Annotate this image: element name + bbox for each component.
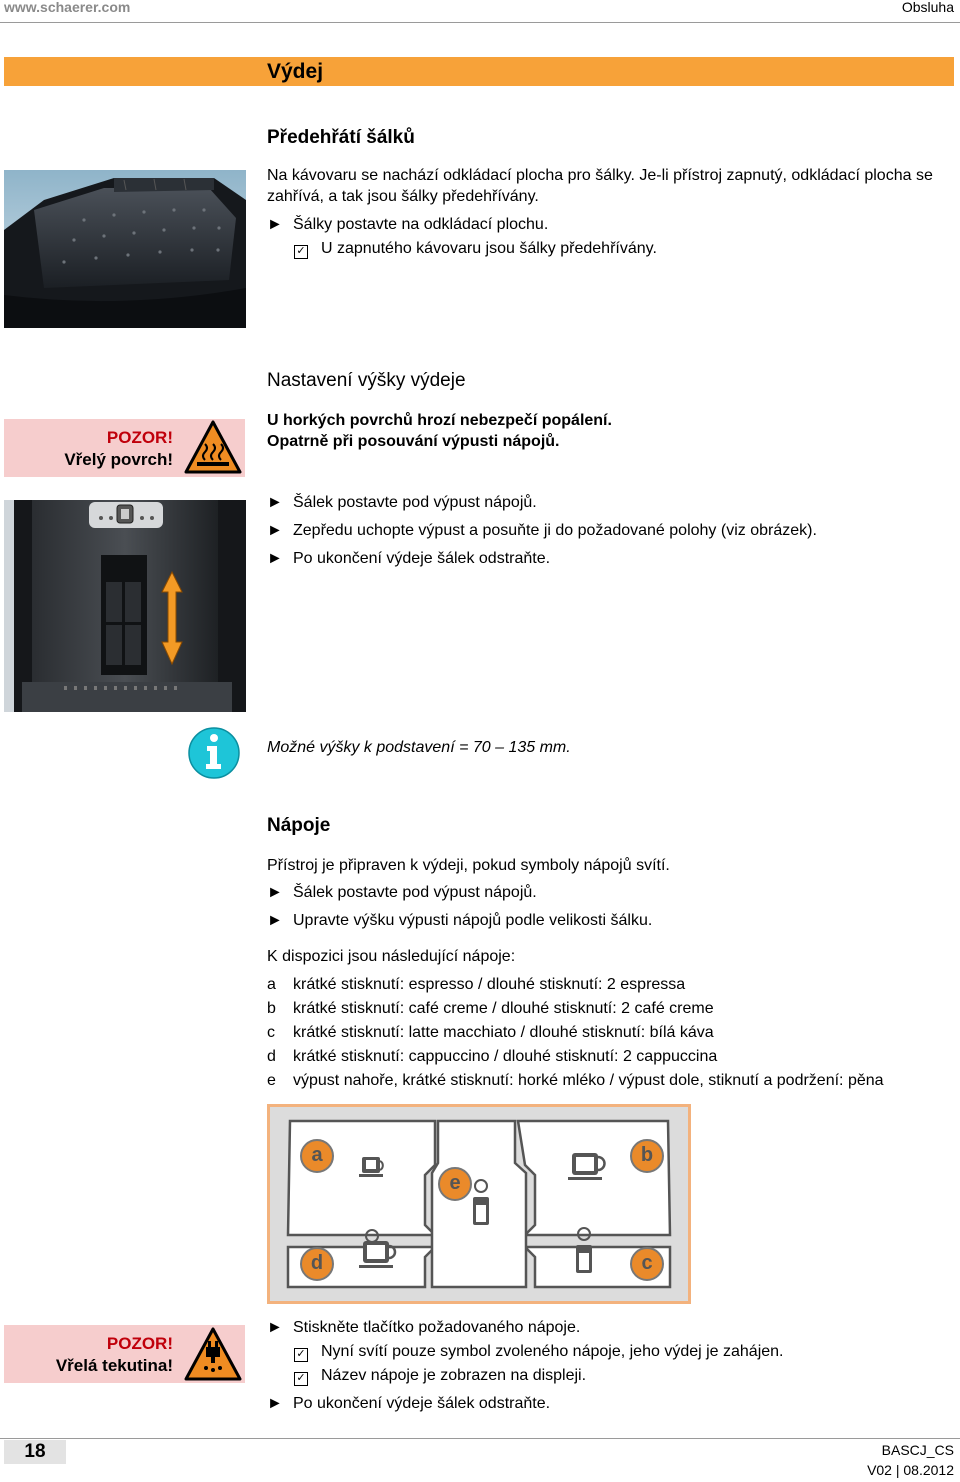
final-step-2-text: Po ukončení výdeje šálek odstraňte. [293, 1395, 551, 1412]
info-text: Možné výšky k podstavení = 70 – 135 mm. [267, 739, 571, 756]
website-link[interactable]: www.schaerer.com [4, 0, 131, 15]
beverages-intro: Přístroj je připraven k výdeji, pokud symboly nápojů svítí. [267, 857, 670, 874]
warning-line-1: U horkých povrchů hrozí nebezpečí popálení. [267, 412, 612, 429]
beverages-available-label: K dispozici jsou následující nápoje: [267, 948, 516, 965]
cup-warming-step [267, 214, 548, 235]
arrow-bullet-icon: ► [267, 884, 283, 901]
button-badge-c: c [630, 1247, 664, 1281]
list-item-letter: b [267, 1000, 276, 1017]
hot-liquid-icon [184, 1327, 242, 1382]
beverages-step-2-text: Upravte výšku výpusti nápojů podle velikosti šálku. [293, 912, 653, 929]
final-step-1 [267, 1317, 580, 1338]
checkbox-icon: ✓ [294, 245, 308, 259]
list-item-text: výpust nahoře, krátké stisknutí: horké mléko / výpust dole, stiknutí a podržení: pěna [293, 1072, 884, 1089]
cup-warming-step-text: Šálky postavte na odkládací plochu. [293, 216, 549, 233]
button-badge-e: e [438, 1167, 472, 1201]
height-step-1 [267, 492, 537, 513]
warning-sublabel: Vřelá tekutina! [55, 1356, 173, 1375]
document-code: BASCJ_CS [881, 1442, 954, 1458]
final-result-2-text: Název nápoje je zobrazen na displeji. [321, 1367, 587, 1384]
hot-surface-icon [184, 420, 242, 475]
warning-label-block [56, 1333, 173, 1377]
list-item-letter: d [267, 1048, 276, 1065]
warning-label: POZOR! [106, 428, 173, 447]
warning-label-block [64, 427, 173, 471]
hot-liquid-warning [4, 1325, 245, 1383]
cup-warming-result [292, 238, 657, 259]
beverages-step-1 [267, 882, 537, 903]
list-item-text: krátké stisknutí: latte macchiato / dlouhé stisknutí: bílá káva [293, 1024, 714, 1041]
beverages-step-1-text: Šálek postavte pod výpust nápojů. [293, 884, 537, 901]
checkbox-icon: ✓ [294, 1348, 308, 1362]
arrow-bullet-icon: ► [267, 494, 283, 511]
button-badge-d: d [300, 1247, 334, 1281]
page-number: 18 [4, 1440, 66, 1464]
info-icon [186, 726, 242, 780]
list-item [267, 1070, 884, 1091]
height-adjust-title: Nastavení výšky výdeje [267, 370, 466, 391]
list-item [267, 1046, 717, 1067]
footer-divider [0, 1438, 960, 1439]
section-bar [4, 57, 954, 86]
list-item-text: krátké stisknutí: cappuccino / dlouhé stisknutí: 2 cappuccina [293, 1048, 718, 1065]
arrow-bullet-icon: ► [267, 216, 283, 233]
arrow-bullet-icon: ► [267, 1319, 283, 1336]
warning-sublabel: Vřelý povrch! [64, 450, 173, 469]
header-section: Obsluha [901, 0, 954, 15]
list-item-text: krátké stisknutí: espresso / dlouhé stisknutí: 2 espressa [293, 976, 686, 993]
list-item [267, 998, 714, 1019]
beverages-title: Nápoje [267, 815, 331, 836]
list-item-letter: a [267, 976, 276, 993]
arrow-bullet-icon: ► [267, 912, 283, 929]
checkbox-icon: ✓ [294, 1372, 308, 1386]
list-item-letter: e [267, 1072, 276, 1089]
arrow-bullet-icon: ► [267, 522, 283, 539]
final-step-1-text: Stiskněte tlačítko požadovaného nápoje. [293, 1319, 581, 1336]
list-item-text: krátké stisknutí: café creme / dlouhé stisknutí: 2 café creme [293, 1000, 714, 1017]
height-step-1-text: Šálek postavte pod výpust nápojů. [293, 494, 537, 511]
final-step-2 [267, 1393, 550, 1414]
arrow-bullet-icon: ► [267, 1395, 283, 1412]
final-result-1 [292, 1341, 784, 1362]
final-result-1-text: Nyní svítí pouze symbol zvoleného nápoje, jeho výdej je zahájen. [321, 1343, 784, 1360]
hot-surface-warning [4, 419, 245, 477]
cup-warming-title: Předehřátí šálků [267, 127, 415, 148]
beverages-step-2 [267, 910, 652, 931]
section-title: Výdej [267, 60, 324, 83]
list-item [267, 974, 685, 995]
final-result-2 [292, 1365, 586, 1386]
height-step-2-text: Zepředu uchopte výpust a posuňte ji do požadované polohy (viz obrázek). [293, 522, 817, 539]
spout-photo [4, 500, 246, 712]
button-badge-b: b [630, 1139, 664, 1173]
height-step-3 [267, 548, 550, 569]
height-step-3-text: Po ukončení výdeje šálek odstraňte. [293, 550, 551, 567]
document-version: V02 | 08.2012 [867, 1462, 954, 1478]
cup-warmer-photo [4, 170, 246, 328]
cup-warming-intro: Na kávovaru se nachází odkládací plocha pro šálky. Je-li přístroj zapnutý, odkládací plocha se zahřívá, a tak jsou šálky předehřívány. [267, 167, 933, 205]
list-item [267, 1022, 714, 1043]
cup-warming-result-text: U zapnutého kávovaru jsou šálky předehřívány. [321, 240, 657, 257]
header-divider [0, 22, 960, 23]
warning-line-2: Opatrně při posouvání výpusti nápojů. [267, 433, 560, 450]
beverage-panel-diagram [267, 1104, 691, 1304]
arrow-bullet-icon: ► [267, 550, 283, 567]
list-item-letter: c [267, 1024, 275, 1041]
button-badge-a: a [300, 1139, 334, 1173]
warning-label: POZOR! [106, 1334, 173, 1353]
height-step-2 [267, 520, 817, 541]
